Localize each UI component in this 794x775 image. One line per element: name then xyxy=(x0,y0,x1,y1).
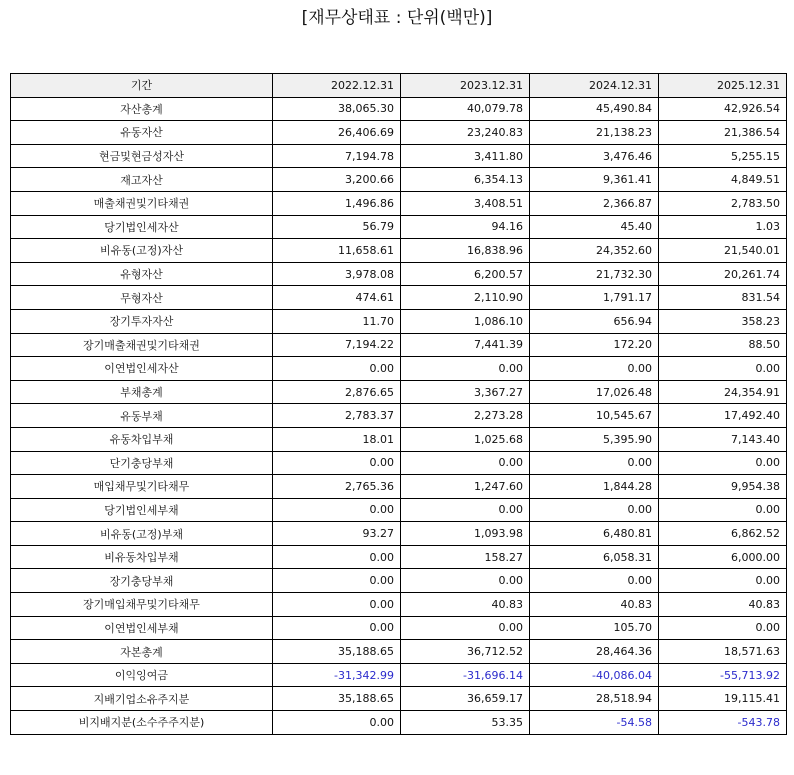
value-cell: 0.00 xyxy=(273,451,401,475)
value-cell: 6,862.52 xyxy=(659,522,787,546)
table-row xyxy=(11,262,787,286)
column-header-2023: 2023.12.31 xyxy=(401,74,530,98)
value-cell: 0.00 xyxy=(401,451,530,475)
value-cell: 3,408.51 xyxy=(401,191,530,215)
value-cell: 20,261.74 xyxy=(659,262,787,286)
table-body xyxy=(11,97,787,734)
value-cell: 9,954.38 xyxy=(659,475,787,499)
value-cell: 2,273.28 xyxy=(401,404,530,428)
table-row xyxy=(11,286,787,310)
row-label: 비유동(고정)자산 xyxy=(11,239,273,263)
value-cell: 36,659.17 xyxy=(401,687,530,711)
table-row xyxy=(11,569,787,593)
value-cell: 21,732.30 xyxy=(530,262,659,286)
table-row xyxy=(11,545,787,569)
value-cell: 17,026.48 xyxy=(530,380,659,404)
value-cell: 40.83 xyxy=(401,593,530,617)
value-cell: 35,188.65 xyxy=(273,687,401,711)
value-cell: 93.27 xyxy=(273,522,401,546)
value-cell: 1,791.17 xyxy=(530,286,659,310)
value-cell: -31,342.99 xyxy=(273,663,401,687)
value-cell: 6,000.00 xyxy=(659,545,787,569)
value-cell: 2,110.90 xyxy=(401,286,530,310)
value-cell: 35,188.65 xyxy=(273,640,401,664)
value-cell: -543.78 xyxy=(659,711,787,735)
value-cell: 18.01 xyxy=(273,427,401,451)
value-cell: 11.70 xyxy=(273,309,401,333)
row-label: 지배기업소유주지분 xyxy=(11,687,273,711)
value-cell: 26,406.69 xyxy=(273,121,401,145)
value-cell: 0.00 xyxy=(659,498,787,522)
row-label: 유동차입부채 xyxy=(11,427,273,451)
value-cell: 0.00 xyxy=(273,616,401,640)
row-label: 자산총계 xyxy=(11,97,273,121)
value-cell: 9,361.41 xyxy=(530,168,659,192)
table-row xyxy=(11,687,787,711)
value-cell: 21,386.54 xyxy=(659,121,787,145)
header-row xyxy=(11,74,787,98)
table-row xyxy=(11,404,787,428)
value-cell: 0.00 xyxy=(530,357,659,381)
row-label: 자본총계 xyxy=(11,640,273,664)
value-cell: 3,411.80 xyxy=(401,144,530,168)
table-row xyxy=(11,616,787,640)
value-cell: 172.20 xyxy=(530,333,659,357)
table-row xyxy=(11,711,787,735)
table-row xyxy=(11,451,787,475)
row-label: 단기충당부채 xyxy=(11,451,273,475)
value-cell: 23,240.83 xyxy=(401,121,530,145)
value-cell: 40.83 xyxy=(659,593,787,617)
row-label: 장기매입채무및기타채무 xyxy=(11,593,273,617)
value-cell: 0.00 xyxy=(659,451,787,475)
value-cell: 656.94 xyxy=(530,309,659,333)
value-cell: 88.50 xyxy=(659,333,787,357)
value-cell: 6,354.13 xyxy=(401,168,530,192)
value-cell: 0.00 xyxy=(401,357,530,381)
row-label: 이익잉여금 xyxy=(11,663,273,687)
value-cell: 3,200.66 xyxy=(273,168,401,192)
row-label: 이연법인세부채 xyxy=(11,616,273,640)
column-header-period: 기간 xyxy=(11,74,273,98)
row-label: 당기법인세부채 xyxy=(11,498,273,522)
row-label: 장기매출채권및기타채권 xyxy=(11,333,273,357)
table-row xyxy=(11,239,787,263)
value-cell: 1,844.28 xyxy=(530,475,659,499)
value-cell: 16,838.96 xyxy=(401,239,530,263)
row-label: 당기법인세자산 xyxy=(11,215,273,239)
row-label: 유동자산 xyxy=(11,121,273,145)
value-cell: 7,143.40 xyxy=(659,427,787,451)
value-cell: 2,765.36 xyxy=(273,475,401,499)
table-row xyxy=(11,191,787,215)
value-cell: -54.58 xyxy=(530,711,659,735)
value-cell: 5,395.90 xyxy=(530,427,659,451)
value-cell: 94.16 xyxy=(401,215,530,239)
value-cell: 0.00 xyxy=(659,357,787,381)
table-row xyxy=(11,121,787,145)
table-row xyxy=(11,215,787,239)
value-cell: 1,247.60 xyxy=(401,475,530,499)
row-label: 비유동차입부채 xyxy=(11,545,273,569)
value-cell: 19,115.41 xyxy=(659,687,787,711)
value-cell: 0.00 xyxy=(530,451,659,475)
value-cell: 831.54 xyxy=(659,286,787,310)
value-cell: 0.00 xyxy=(401,498,530,522)
value-cell: 358.23 xyxy=(659,309,787,333)
value-cell: 0.00 xyxy=(273,357,401,381)
value-cell: 40.83 xyxy=(530,593,659,617)
table-row xyxy=(11,427,787,451)
table-row xyxy=(11,498,787,522)
value-cell: 53.35 xyxy=(401,711,530,735)
value-cell: 40,079.78 xyxy=(401,97,530,121)
row-label: 부채총계 xyxy=(11,380,273,404)
table-row xyxy=(11,333,787,357)
row-label: 현금및현금성자산 xyxy=(11,144,273,168)
table-row xyxy=(11,522,787,546)
value-cell: 474.61 xyxy=(273,286,401,310)
column-header-2022: 2022.12.31 xyxy=(273,74,401,98)
value-cell: 1,093.98 xyxy=(401,522,530,546)
value-cell: 6,200.57 xyxy=(401,262,530,286)
table-row xyxy=(11,475,787,499)
row-label: 유형자산 xyxy=(11,262,273,286)
value-cell: 3,476.46 xyxy=(530,144,659,168)
table-row xyxy=(11,640,787,664)
table-header xyxy=(11,74,787,98)
row-label: 장기충당부채 xyxy=(11,569,273,593)
row-label: 유동부채 xyxy=(11,404,273,428)
value-cell: 6,480.81 xyxy=(530,522,659,546)
value-cell: 5,255.15 xyxy=(659,144,787,168)
value-cell: 28,518.94 xyxy=(530,687,659,711)
value-cell: 6,058.31 xyxy=(530,545,659,569)
column-header-2024: 2024.12.31 xyxy=(530,74,659,98)
table-row xyxy=(11,663,787,687)
value-cell: 24,354.91 xyxy=(659,380,787,404)
value-cell: 1,086.10 xyxy=(401,309,530,333)
row-label: 매입채무및기타채무 xyxy=(11,475,273,499)
table-row xyxy=(11,593,787,617)
value-cell: 105.70 xyxy=(530,616,659,640)
value-cell: 21,138.23 xyxy=(530,121,659,145)
value-cell: -40,086.04 xyxy=(530,663,659,687)
table-row xyxy=(11,357,787,381)
value-cell: 1,025.68 xyxy=(401,427,530,451)
value-cell: 56.79 xyxy=(273,215,401,239)
table-row xyxy=(11,168,787,192)
value-cell: 0.00 xyxy=(273,593,401,617)
value-cell: 0.00 xyxy=(273,498,401,522)
value-cell: 0.00 xyxy=(401,569,530,593)
row-label: 무형자산 xyxy=(11,286,273,310)
row-label: 비유동(고정)부채 xyxy=(11,522,273,546)
value-cell: 38,065.30 xyxy=(273,97,401,121)
value-cell: 11,658.61 xyxy=(273,239,401,263)
value-cell: 3,367.27 xyxy=(401,380,530,404)
value-cell: 0.00 xyxy=(530,498,659,522)
value-cell: 3,978.08 xyxy=(273,262,401,286)
value-cell: 4,849.51 xyxy=(659,168,787,192)
value-cell: 0.00 xyxy=(273,545,401,569)
value-cell: 2,783.37 xyxy=(273,404,401,428)
value-cell: 36,712.52 xyxy=(401,640,530,664)
table-row xyxy=(11,309,787,333)
row-label: 이연법인세자산 xyxy=(11,357,273,381)
row-label: 비지배지분(소수주주지분) xyxy=(11,711,273,735)
value-cell: 45,490.84 xyxy=(530,97,659,121)
value-cell: 1,496.86 xyxy=(273,191,401,215)
table-row xyxy=(11,380,787,404)
column-header-2025: 2025.12.31 xyxy=(659,74,787,98)
value-cell: 28,464.36 xyxy=(530,640,659,664)
row-label: 매출채권및기타채권 xyxy=(11,191,273,215)
row-label: 장기투자자산 xyxy=(11,309,273,333)
value-cell: 158.27 xyxy=(401,545,530,569)
value-cell: 10,545.67 xyxy=(530,404,659,428)
value-cell: -31,696.14 xyxy=(401,663,530,687)
value-cell: 42,926.54 xyxy=(659,97,787,121)
table-row xyxy=(11,97,787,121)
value-cell: 0.00 xyxy=(401,616,530,640)
value-cell: 7,194.22 xyxy=(273,333,401,357)
value-cell: 2,783.50 xyxy=(659,191,787,215)
row-label: 재고자산 xyxy=(11,168,273,192)
value-cell: 1.03 xyxy=(659,215,787,239)
value-cell: 0.00 xyxy=(530,569,659,593)
value-cell: 17,492.40 xyxy=(659,404,787,428)
value-cell: 2,876.65 xyxy=(273,380,401,404)
value-cell: 7,441.39 xyxy=(401,333,530,357)
value-cell: 0.00 xyxy=(273,711,401,735)
page-title: [재무상태표 : 단위(백만)] xyxy=(301,8,493,28)
value-cell: 24,352.60 xyxy=(530,239,659,263)
value-cell: 21,540.01 xyxy=(659,239,787,263)
table-row xyxy=(11,144,787,168)
value-cell: 2,366.87 xyxy=(530,191,659,215)
value-cell: 7,194.78 xyxy=(273,144,401,168)
value-cell: 0.00 xyxy=(273,569,401,593)
value-cell: 45.40 xyxy=(530,215,659,239)
value-cell: -55,713.92 xyxy=(659,663,787,687)
value-cell: 0.00 xyxy=(659,569,787,593)
value-cell: 0.00 xyxy=(659,616,787,640)
value-cell: 18,571.63 xyxy=(659,640,787,664)
balance-sheet-table xyxy=(10,73,787,735)
